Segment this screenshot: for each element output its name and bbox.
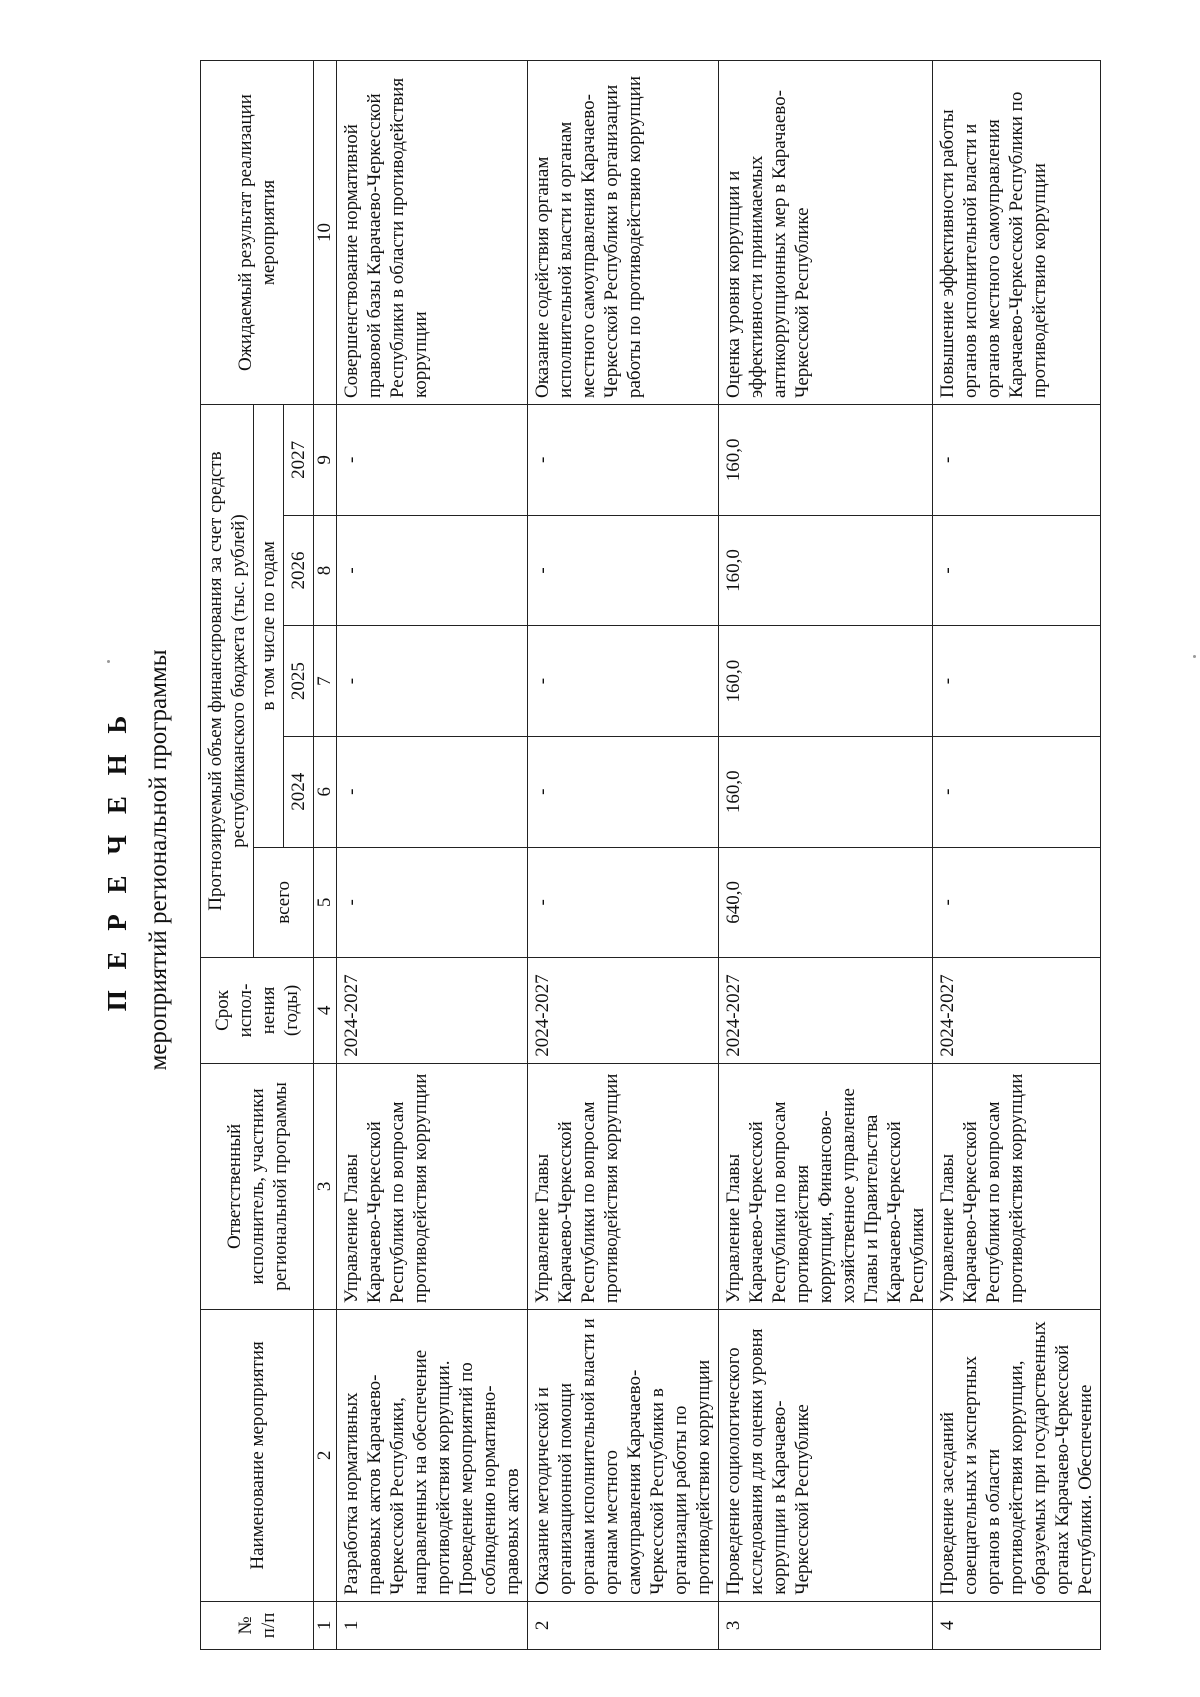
row-result: Совершенствование нормативной правовой базы Карачаево-Черкесской Республики в области противодействия коррупции	[337, 61, 528, 405]
row-result: Повышение эффективности работы органов исполнительной власти и органов местного самоуправления Карачаево-Черкесской Республики по противодействию коррупции	[933, 61, 1101, 405]
header-total: всего	[254, 847, 314, 958]
heading-block	[100, 60, 176, 1660]
row-responsible: Управление Главы Карачаево-Черкесской Республики по вопросам противодействия коррупции	[933, 1063, 1101, 1309]
table-row	[933, 61, 1101, 1650]
header-year-2024: 2024	[284, 736, 314, 847]
row-2024: -	[933, 736, 1101, 847]
row-2025: -	[337, 626, 528, 737]
scan-speck	[1193, 655, 1196, 658]
document-title: П Е Р Е Ч Е Н Ь	[102, 708, 132, 1012]
header-num: № п/п	[201, 1601, 314, 1649]
header-year-2027: 2027	[284, 405, 314, 516]
row-2024: -	[337, 736, 528, 847]
row-2024: -	[528, 736, 719, 847]
row-num: 4	[933, 1601, 1101, 1649]
row-2027: 160,0	[719, 405, 933, 516]
row-2025: 160,0	[719, 626, 933, 737]
header-year-2025: 2025	[284, 626, 314, 737]
col-number: 3	[314, 1063, 337, 1309]
col-number: 6	[314, 736, 337, 847]
row-responsible: Управление Главы Карачаево-Черкесской Республики по вопросам противодействия коррупции, Финансово-хозяйственное управление Главы и Правительства Карачаево-Черкесской Республики	[719, 1063, 933, 1309]
col-number: 4	[314, 958, 337, 1064]
row-2026: 160,0	[719, 515, 933, 626]
row-2025: -	[528, 626, 719, 737]
row-total: -	[528, 847, 719, 958]
column-numbers-row	[314, 61, 337, 1650]
col-number: 10	[314, 61, 337, 405]
row-name: Проведение социологического исследования для оценки уровня коррупции в Карачаево-Черкесской Республике	[719, 1310, 933, 1602]
header-responsible: Ответственный исполнитель, участники региональной программы	[201, 1063, 314, 1309]
row-2026: -	[337, 515, 528, 626]
scan-speck	[107, 660, 110, 663]
row-name: Проведение заседаний совещательных и экспертных органов в области противодействия коррупции, образуемых при государственных органах Карачаево-Черкесской Республики. Обеспечение	[933, 1310, 1101, 1602]
row-num: 3	[719, 1601, 933, 1649]
table-row	[719, 61, 933, 1650]
row-2026: -	[933, 515, 1101, 626]
row-result: Оценка уровня коррупции и эффективности принимаемых антикоррупционных мер в Карачаево-Черкесской Республике	[719, 61, 933, 405]
row-name: Оказание методической и организационной помощи органам исполнительной власти и органам местного самоуправления Карачаево-Черкесской Республики в организации работы по противодействию коррупции	[528, 1310, 719, 1602]
header-year-2026: 2026	[284, 515, 314, 626]
col-number: 5	[314, 847, 337, 958]
col-number: 8	[314, 515, 337, 626]
col-number: 2	[314, 1310, 337, 1602]
row-total: -	[337, 847, 528, 958]
row-term: 2024-2027	[933, 958, 1101, 1064]
row-term: 2024-2027	[337, 958, 528, 1064]
col-number: 1	[314, 1601, 337, 1649]
row-result: Оказание содействия органам исполнительной власти и органам местного самоуправления Карачаево-Черкесской Республики в организации работы по противодействию коррупции	[528, 61, 719, 405]
row-name: Разработка нормативных правовых актов Карачаево-Черкесской Республики, направленных на обеспечение противодействия коррупции. Проведение мероприятий по соблюдению нормативно-правовых актов	[337, 1310, 528, 1602]
table-row	[337, 61, 528, 1650]
measures-table	[200, 60, 1101, 1650]
row-responsible: Управление Главы Карачаево-Черкесской Республики по вопросам противодействия коррупции	[337, 1063, 528, 1309]
row-2025: -	[933, 626, 1101, 737]
row-total: -	[933, 847, 1101, 958]
row-2027: -	[337, 405, 528, 516]
header-name: Наименование мероприятия	[201, 1310, 314, 1602]
row-term: 2024-2027	[719, 958, 933, 1064]
row-2027: -	[528, 405, 719, 516]
row-2024: 160,0	[719, 736, 933, 847]
header-funding: Прогнозируемый объем финансирования за счет средств республиканского бюджета (тыс. рублей)	[201, 405, 254, 958]
row-total: 640,0	[719, 847, 933, 958]
row-term: 2024-2027	[528, 958, 719, 1064]
row-num: 1	[337, 1601, 528, 1649]
row-2026: -	[528, 515, 719, 626]
header-row-1	[201, 61, 254, 1650]
row-2027: -	[933, 405, 1101, 516]
col-number: 7	[314, 626, 337, 737]
header-by-years: в том числе по годам	[254, 405, 284, 847]
rotated-page-content	[80, 60, 1200, 1660]
header-term: Срок испол-нения (годы)	[201, 958, 314, 1064]
table-row	[528, 61, 719, 1650]
document-subtitle: мероприятий региональной программы	[145, 649, 172, 1071]
header-result: Ожидаемый результат реализации мероприятия	[201, 61, 314, 405]
row-num: 2	[528, 1601, 719, 1649]
col-number: 9	[314, 405, 337, 516]
row-responsible: Управление Главы Карачаево-Черкесской Республики по вопросам противодействия коррупции	[528, 1063, 719, 1309]
